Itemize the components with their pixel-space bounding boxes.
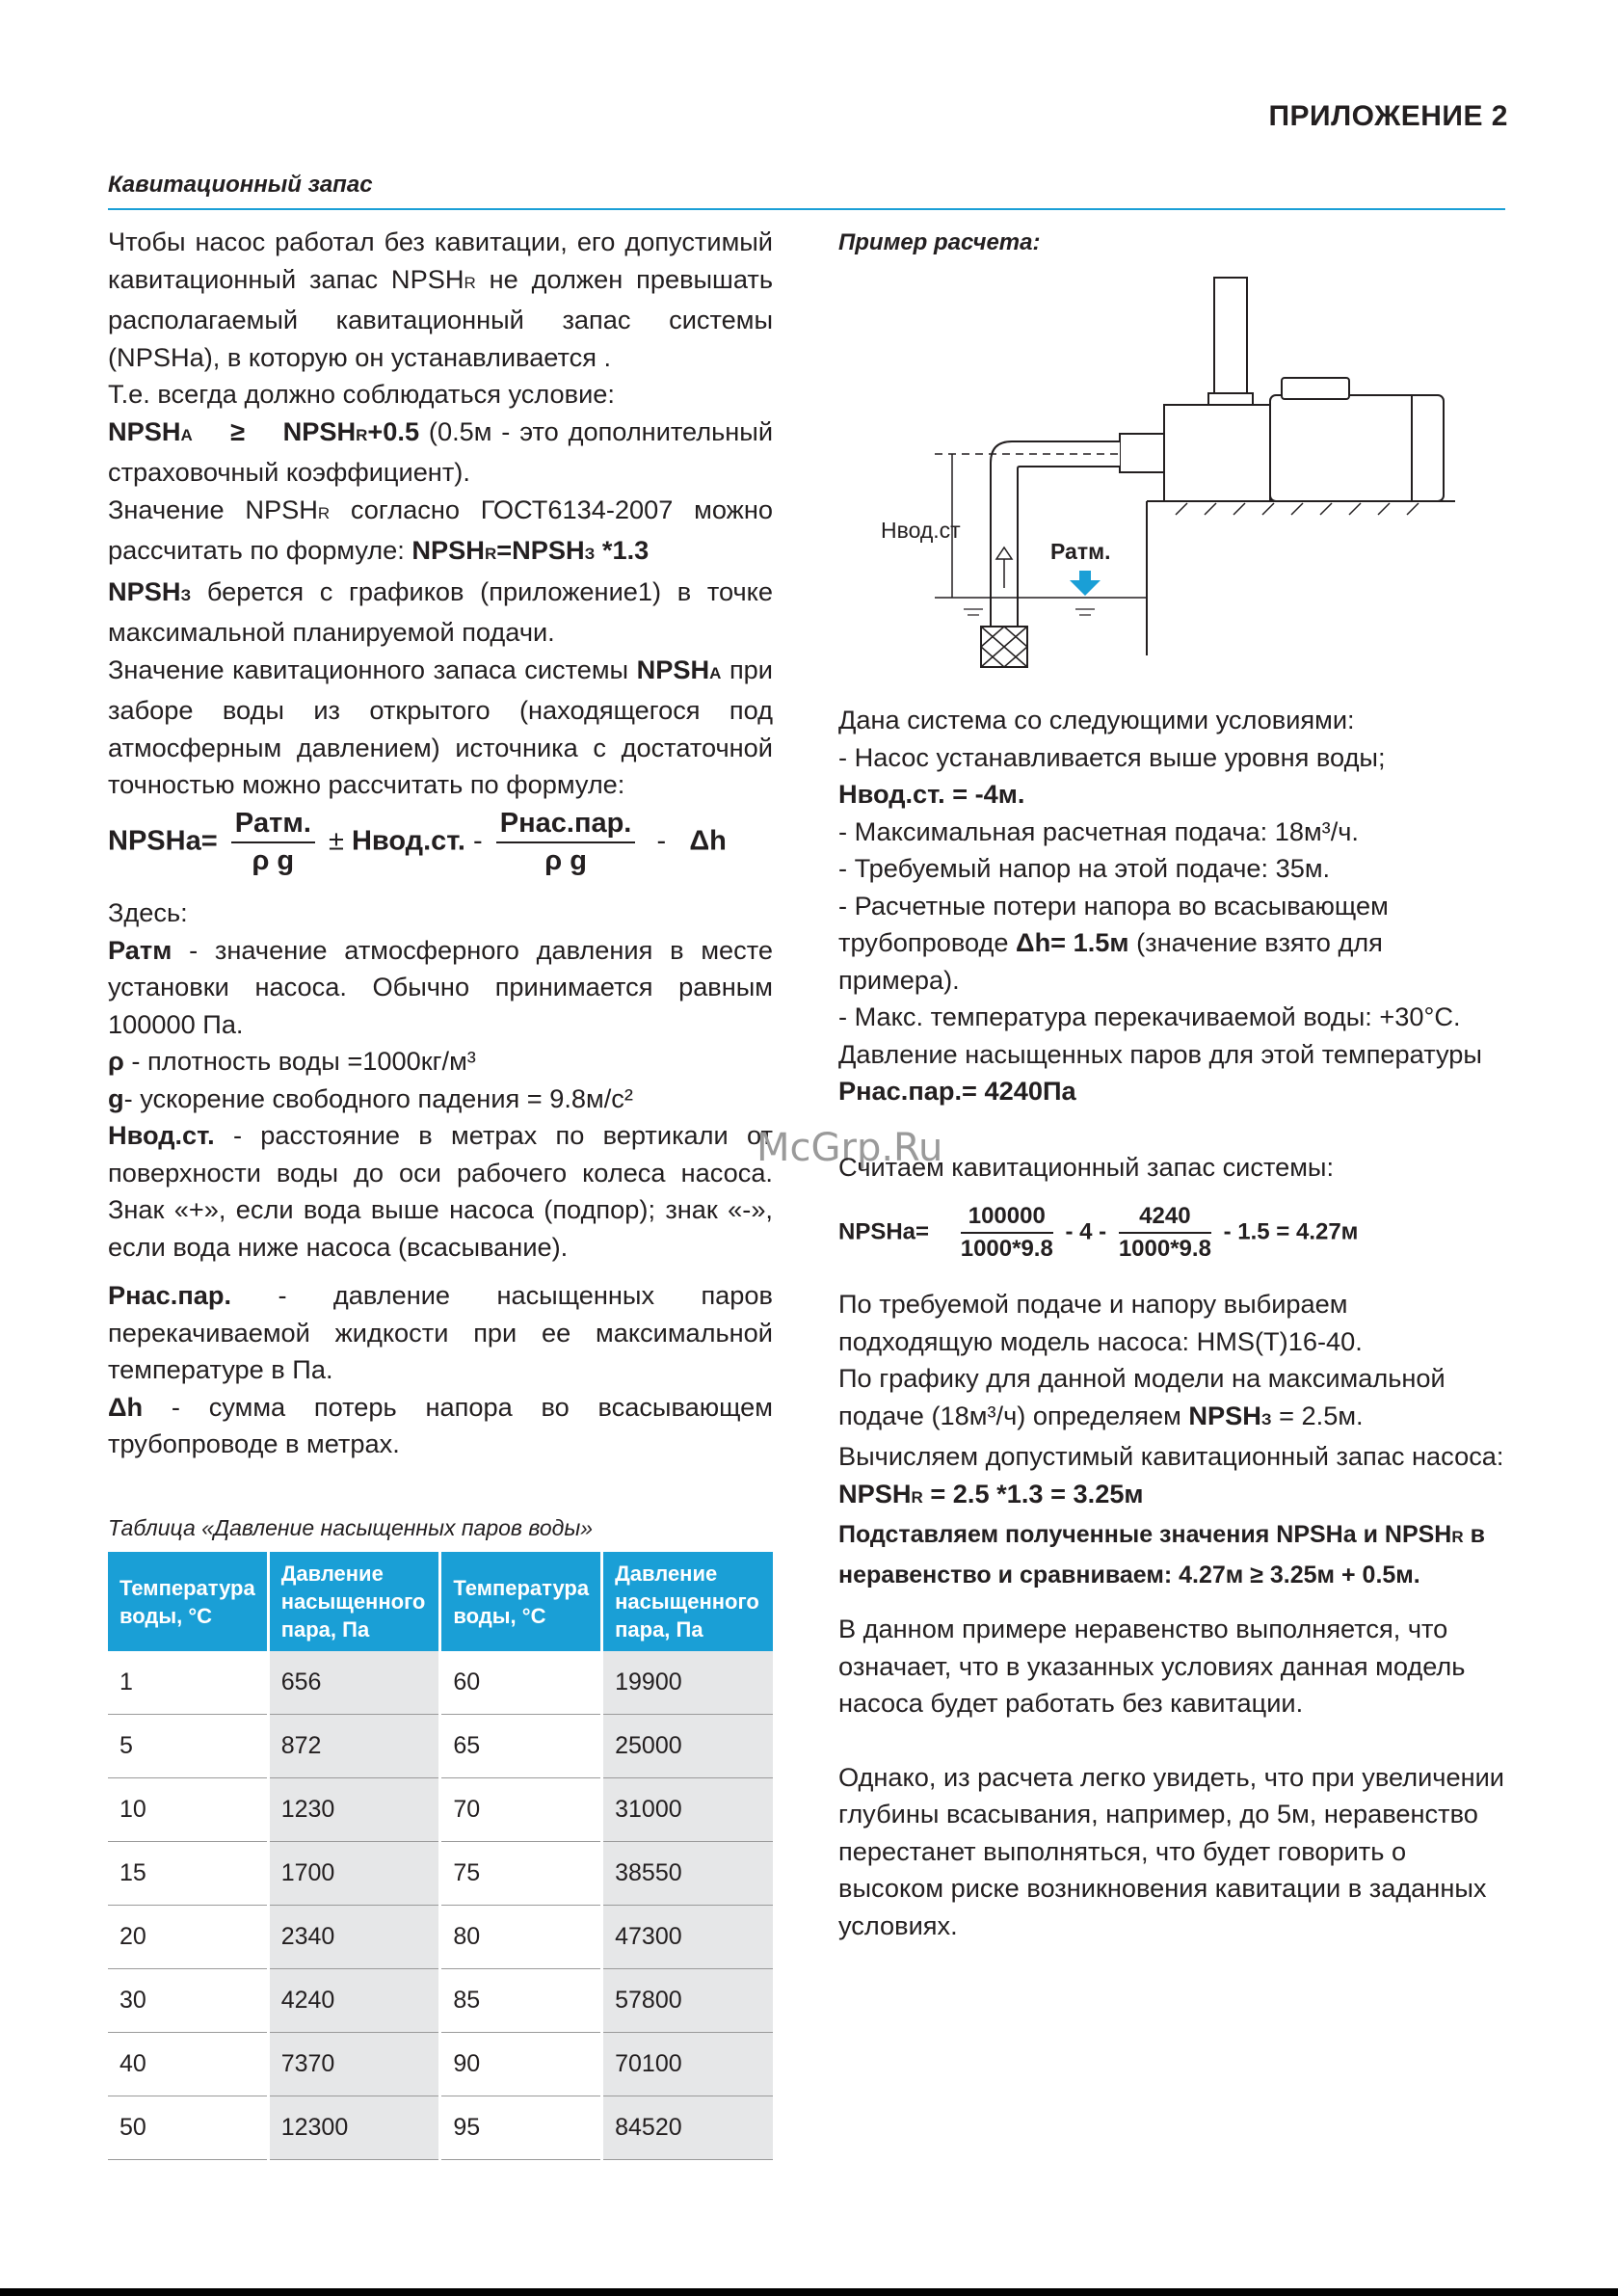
page-bottom-rule [0,2288,1618,2296]
diagram-patm-label: Ратм. [1050,539,1111,564]
table-cell: 57800 [602,1969,773,2033]
table-header-cell: Температура воды, °С [108,1552,268,1651]
paragraph-intro: Чтобы насос работал без кавитации, его допустимый кавитационный запас NPSHR не должен превышать располагаемый кавитационный запас системы (NPSHa), в которую он устанавливается . [108,227,773,372]
example-line: Нвод.ст. = -4м. [838,779,1025,809]
example-line: - Макс. температура перекачиваемой воды: +30°С. [838,1001,1461,1031]
table-cell: 15 [108,1842,268,1906]
table-cell: 50 [108,2096,268,2160]
definition-rho: ρ - плотность воды =1000кг/м³ [108,1046,476,1076]
table-row [108,2033,773,2096]
table-row [108,1842,773,1906]
paragraph-condition: NPSHA ≥ NPSHR+0.5 (0.5м - это дополнительный страховочный коэффициент). [108,415,774,487]
example-formula: NPSHa= $\frac{100000}{1000*9.8}$ - 4 - $\frac{4240}{1000*9.8}$ - 1.5 = 4.27м [838,1203,1359,1262]
example-line: В данном примере неравенство выполняется, что означает, что в указанных условиях данная модель насоса будет работать без кавитации. [838,1614,1466,1718]
table-cell: 25000 [602,1715,773,1778]
table-cell: 30 [108,1969,268,2033]
left-column-intro [108,224,773,804]
table-cell: 38550 [602,1842,773,1906]
table-header-cell: Давление насыщенного пара, Па [602,1552,773,1651]
table-cell: 70100 [602,2033,773,2096]
example-fraction-1: $\frac{100000}{1000*9.8}$ [960,1203,1053,1262]
table-cell: 84520 [602,2096,773,2160]
diagram-h-label: Нвод.ст [881,518,961,543]
example-line: Однако, из расчета легко увидеть, что при увеличении глубины всасывания, например, до 5м, неравенство перестанет выполняться, что будет говорить о высоком риске возникновения кавитации в заданных условиях. [838,1761,1504,1940]
npsha-formula: NPSHa= $\frac{\text{Pатм.}}{\text{ρ g}}$ ± Нвод.ст. - $\frac{\text{Рнас.пар.}}{\text{ρ g}}$ - Δh [108,808,727,876]
table-cell: 80 [440,1906,602,1969]
table-caption: Таблица «Давление насыщенных паров воды» [108,1515,594,1540]
table-header-row [108,1552,773,1651]
calc-lead [838,1149,1505,1187]
table-row [108,1651,773,1715]
example-line: - Насос устанавливается выше уровня воды; [838,741,1386,772]
section-title: Кавитационный запас [108,172,373,198]
table-cell: 12300 [268,2096,440,2160]
example-line: По требуемой подаче и напору выбираем подходящую модель насоса: HMS(T)16-40. [838,1289,1363,1356]
example-line: Давление насыщенных паров для этой температуры Рнас.пар.= 4240Па [838,1038,1482,1106]
pump-installation-diagram [858,270,1474,684]
example-line: - Расчетные потери напора во всасывающем трубопроводе Δh= 1.5м (значение взято для примера). [838,890,1389,995]
paragraph-gost: Значение NPSHR согласно ГОСТ6134-2007 можно рассчитать по формуле: NPSHR=NPSHЗ *1.3 [108,494,773,565]
paragraph-npsh3: NPSHЗ берется с графиков (приложение1) в точке максимальной планируемой подачи. [108,575,773,647]
table-cell: 2340 [268,1906,440,1969]
vapor-pressure-table [108,1552,773,2160]
table-cell: 20 [108,1906,268,1969]
paragraph-condition-lead: Т.е. всегда должно соблюдаться условие: [108,379,615,409]
table-cell: 60 [440,1651,602,1715]
example-line: По графику для данной модели на максимальной подаче (18м³/ч) определяем NPSHЗ = 2.5м. [838,1363,1446,1430]
example-title: Пример расчета: [838,229,1041,255]
table-cell: 4240 [268,1969,440,2033]
formula-lhs: NPSHa= [108,825,218,857]
example-fraction-2: $\frac{4240}{1000*9.8}$ [1118,1203,1211,1262]
definition-dh: Δh - сумма потерь напора во всасывающем трубопроводе в метрах. [108,1391,773,1458]
table-row [108,1969,773,2033]
table-cell: 19900 [602,1651,773,1715]
paragraph-npsha: Значение кавитационного запаса системы NPSHA при заборе воды из открытого (находящегося под атмосферным давлением) источника с достаточной точностью можно рассчитать по формуле: [108,654,773,799]
table-cell: 40 [108,2033,268,2096]
watermark: McGrp.Ru [756,1126,943,1170]
suction-pipe [991,441,1120,627]
example-line: Дана система со следующими условиями: [838,705,1355,734]
table-cell: 5 [108,1715,268,1778]
here-label: Здесь: [108,897,188,927]
left-column-definitions [108,894,773,1463]
table-cell: 85 [440,1969,602,2033]
table-cell: 1 [108,1651,268,1715]
formula-fraction-patm: $\frac{\text{Pатм.}}{\text{ρ g}}$ [231,808,315,877]
table-cell: 31000 [602,1778,773,1842]
example-line: Подставляем полученные значения NPSHa и NPSHR в неравенство и сравниваем: 4.27м ≥ 3.25м + 0.5м. [838,1521,1485,1589]
table-cell: 95 [440,2096,602,2160]
table-header-cell: Температура воды, °С [440,1552,602,1651]
table-cell: 65 [440,1715,602,1778]
definition-h: Нвод.ст. - расстояние в метрах по вертикали от поверхности воды до оси рабочего колеса насоса. Знак «+», если вода выше насоса (подпор); знак «-», если вода ниже насоса (всасывание). [108,1120,773,1262]
definition-pvap: Рнас.пар. - давление насыщенных паров перекачиваемой жидкости при ее максимальной температуре в Па. [108,1280,773,1384]
table-cell: 872 [268,1715,440,1778]
table-cell: 47300 [602,1906,773,1969]
table-cell: 75 [440,1842,602,1906]
table-row [108,1715,773,1778]
table-cell: 7370 [268,2033,440,2096]
right-column-conclusion [838,1286,1505,1944]
right-column-conditions [838,702,1505,1110]
example-line: Вычисляем допустимый кавитационный запас насоса: NPSHR = 2.5 *1.3 = 3.25м [838,1441,1504,1508]
page-header-title: ПРИЛОЖЕНИЕ 2 [1268,100,1508,132]
table-row [108,1778,773,1842]
table-cell: 656 [268,1651,440,1715]
table-cell: 1230 [268,1778,440,1842]
pump-body [1164,405,1270,501]
table-row [108,1906,773,1969]
table-cell: 70 [440,1778,602,1842]
table-header-cell: Давление насыщенного пара, Па [268,1552,440,1651]
example-line: - Максимальная расчетная подача: 18м³/ч. [838,815,1359,846]
table-row [108,2096,773,2160]
table-cell: 10 [108,1778,268,1842]
example-line: Считаем кавитационный запас системы: [838,1152,1335,1182]
table-cell: 90 [440,2033,602,2096]
pump-motor [1270,395,1444,501]
definition-g: g- ускорение свободного падения = 9.8м/с² [108,1082,633,1113]
discharge-pipe [1214,278,1247,403]
pressure-arrow-icon [1070,571,1101,596]
formula-fraction-pvap: $\frac{\text{Рнас.пар.}}{\text{ρ g}}$ [496,808,636,877]
section-divider [108,208,1505,210]
definition-patm: Ратм - значение атмосферного давления в месте установки насоса. Обычно принимается равным 100000 Па. [108,934,773,1039]
example-line: - Требуемый напор на этой подаче: 35м. [838,853,1331,883]
table-cell: 1700 [268,1842,440,1906]
